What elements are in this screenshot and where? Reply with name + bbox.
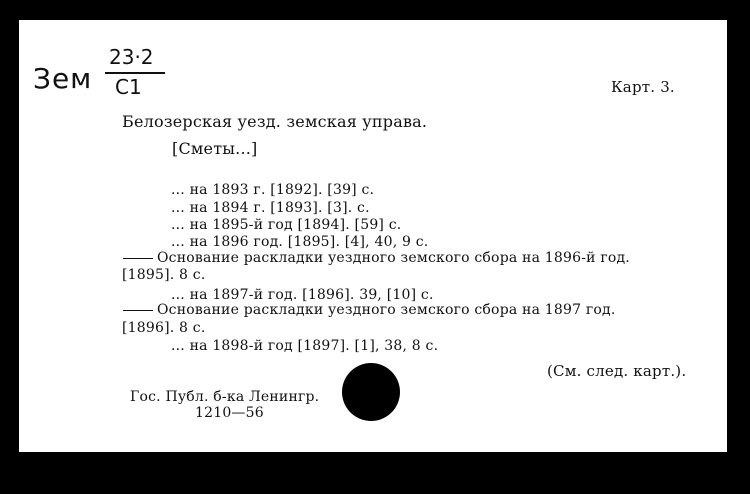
entry-5-text: Основание раскладки уездного земского сбора на 1896-й год. — [157, 250, 630, 266]
entry-4: ... на 1896 год. [1895]. [4], 40, 9 c. — [171, 234, 429, 250]
shelfmark-numerator: 23·2 — [109, 45, 154, 69]
entry-7: ... на 1897-й год. [1896]. 39, [10] c. — [171, 287, 434, 303]
card-subheading: [Сметы...] — [172, 139, 258, 158]
entry-9: [1896]. 8 c. — [122, 320, 206, 336]
see-next-card: (См. след. карт.). — [547, 362, 687, 380]
card-heading: Белозерская уезд. земская управа. — [122, 112, 428, 131]
dash-mark — [123, 258, 153, 259]
entry-1: ... на 1893 г. [1892]. [39] c. — [171, 182, 375, 198]
entry-6: [1895]. 8 c. — [122, 267, 206, 283]
shelfmark-fraction-line — [105, 72, 165, 74]
entry-2: ... на 1894 г. [1893]. [3]. c. — [171, 200, 370, 216]
punch-hole — [342, 363, 400, 421]
entry-10: ... на 1898-й год [1897]. [1], 38, 8 c. — [171, 338, 439, 354]
entry-8-text: Основание раскладки уездного земского сбора на 1897 год. — [157, 302, 616, 318]
library-name: Гос. Публ. б-ка Ленингр. — [130, 389, 320, 405]
library-code: 1210—56 — [195, 405, 264, 421]
entry-8 — [123, 302, 616, 318]
card-number: Карт. 3. — [611, 78, 675, 96]
shelfmark-prefix: Зем — [33, 62, 93, 95]
dash-mark — [123, 310, 153, 311]
entry-5 — [123, 250, 630, 266]
entry-3: ... на 1895-й год [1894]. [59] c. — [171, 217, 402, 233]
catalog-card — [19, 20, 727, 452]
shelfmark-denominator: C1 — [115, 75, 142, 99]
